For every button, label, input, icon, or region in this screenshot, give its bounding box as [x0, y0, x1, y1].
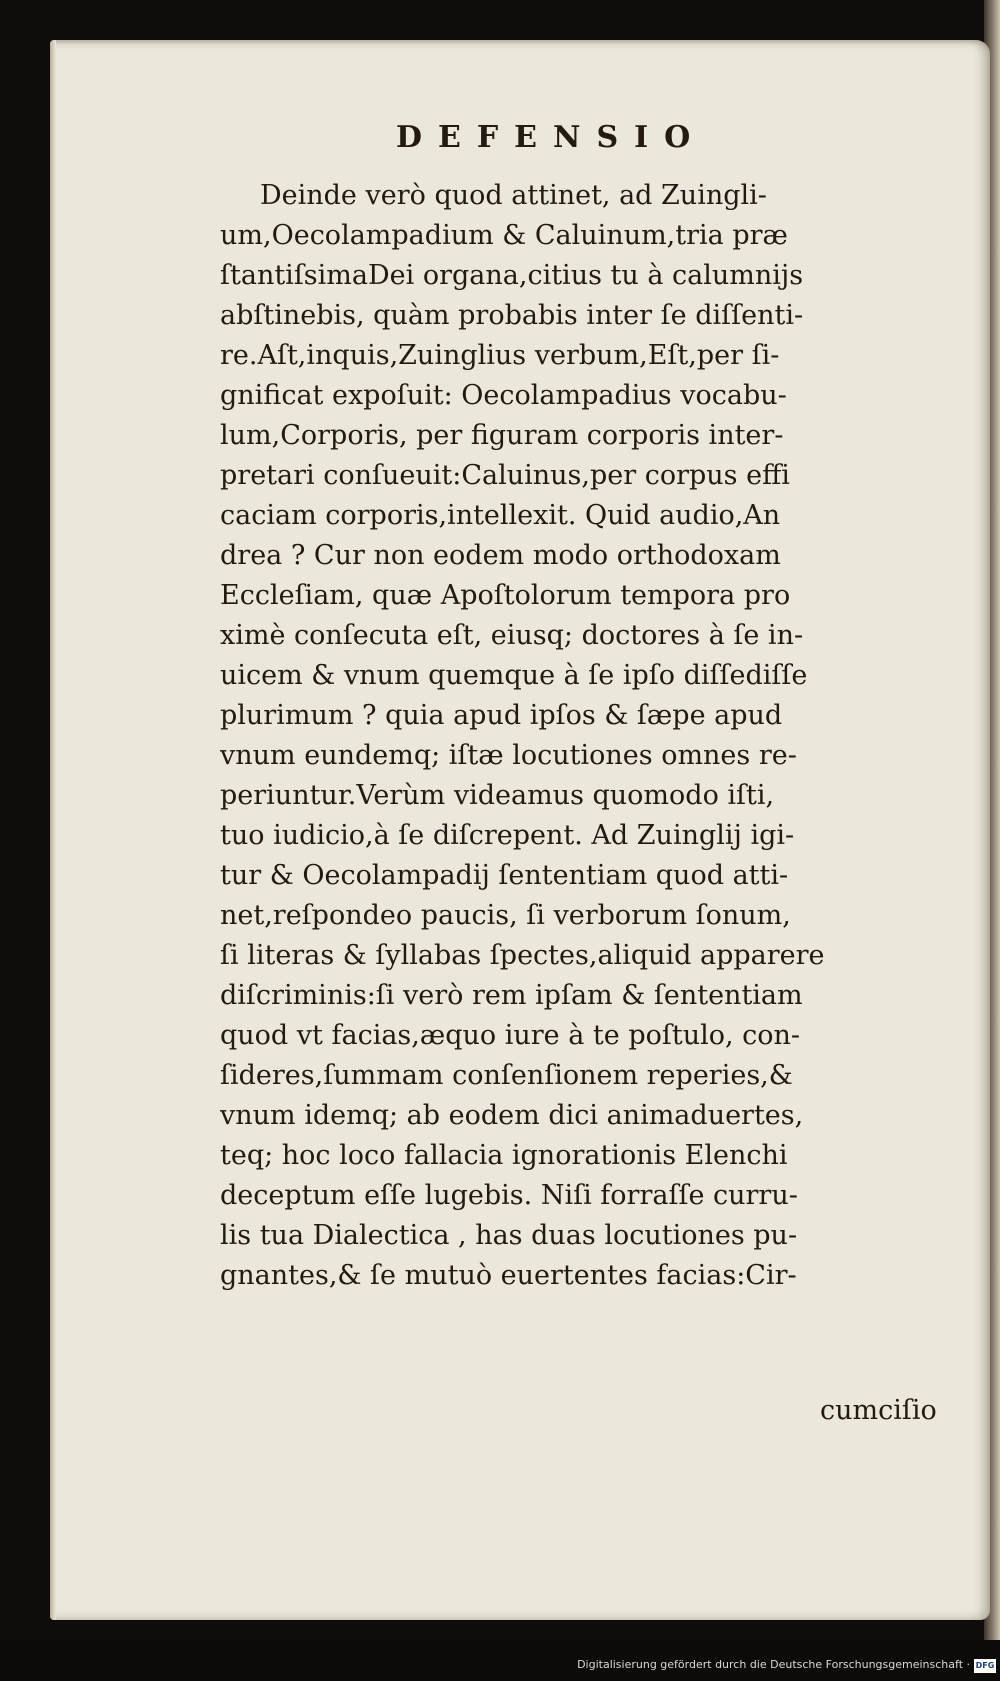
text-line: plurimum ? quia apud ipſos & ſæpe apud — [220, 700, 783, 731]
text-line: re.Aſt,inquis,Zuinglius verbum,Eſt,per ſi- — [220, 340, 780, 371]
footer-bar — [0, 1641, 1000, 1681]
text-line: gnificat expoſuit: Oecolampadius vocabu- — [220, 380, 787, 411]
text-line: Eccleſiam, quæ Apoſtolorum tempora pro — [220, 580, 791, 611]
digitization-credit: Digitalisierung gefördert durch die Deutsche Forschungsgemeinschaft · — [577, 1658, 970, 1671]
text-line: ſi literas & ſyllabas ſpectes,aliquid apparere — [220, 940, 825, 971]
text-line: vnum idemq; ab eodem dici animaduertes, — [220, 1100, 804, 1131]
text-line: vnum eundemq; iſtæ locutiones omnes re- — [220, 740, 797, 771]
text-line: quod vt facias,æquo iure à te poſtulo, con- — [220, 1020, 801, 1051]
text-line: gnantes,& ſe mutuò euertentes facias:Cir- — [220, 1260, 797, 1291]
body-text — [220, 176, 920, 1296]
text-line: tur & Oecolampadij ſententiam quod atti- — [220, 860, 789, 891]
text-line: teq; hoc loco fallacia ignorationis Elenchi — [220, 1140, 788, 1171]
dfg-logo-icon — [974, 1659, 996, 1673]
page-gutter — [50, 40, 56, 1620]
text-line: diſcriminis:ſi verò rem ipſam & ſententiam — [220, 980, 803, 1011]
text-line: drea ? Cur non eodem modo orthodoxam — [220, 540, 781, 571]
text-line: caciam corporis,intellexit. Quid audio,An — [220, 500, 781, 531]
text-line: ximè conſecuta eſt, eiusq; doctores à ſe in- — [220, 620, 804, 651]
text-line: ſideres,ſummam conſenſionem reperies,& — [220, 1060, 793, 1091]
running-head: DEFENSIO — [396, 120, 707, 155]
text-line: pretari conſueuit:Caluinus,per corpus effi — [220, 460, 790, 491]
text-line: lum,Corporis, per figuram corporis inter- — [220, 420, 784, 451]
text-line: deceptum eſſe lugebis. Niſi forraſſe curru- — [220, 1180, 798, 1211]
dfg-logo-text: DFG — [975, 1661, 995, 1670]
text-line: Deinde verò quod attinet, ad Zuingli- — [260, 180, 767, 211]
text-line: lis tua Dialectica , has duas locutiones pu- — [220, 1220, 798, 1251]
text-line: abſtinebis, quàm probabis inter ſe diſſenti- — [220, 300, 804, 331]
text-line: um,Oecolampadium & Caluinum,tria præ — [220, 220, 788, 251]
text-line: periuntur.Verùm videamus quomodo iſti, — [220, 780, 775, 811]
text-line: uicem & vnum quemque à ſe ipſo diſſediſſe — [220, 660, 808, 691]
text-line: tuo iudicio,à ſe diſcrepent. Ad Zuinglij igi- — [220, 820, 795, 851]
text-line: net,reſpondeo paucis, ſi verborum ſonum, — [220, 900, 791, 931]
catchword: cumciſio — [820, 1395, 937, 1426]
text-line: ſtantiſsimaDei organa,citius tu à calumnijs — [220, 260, 804, 291]
